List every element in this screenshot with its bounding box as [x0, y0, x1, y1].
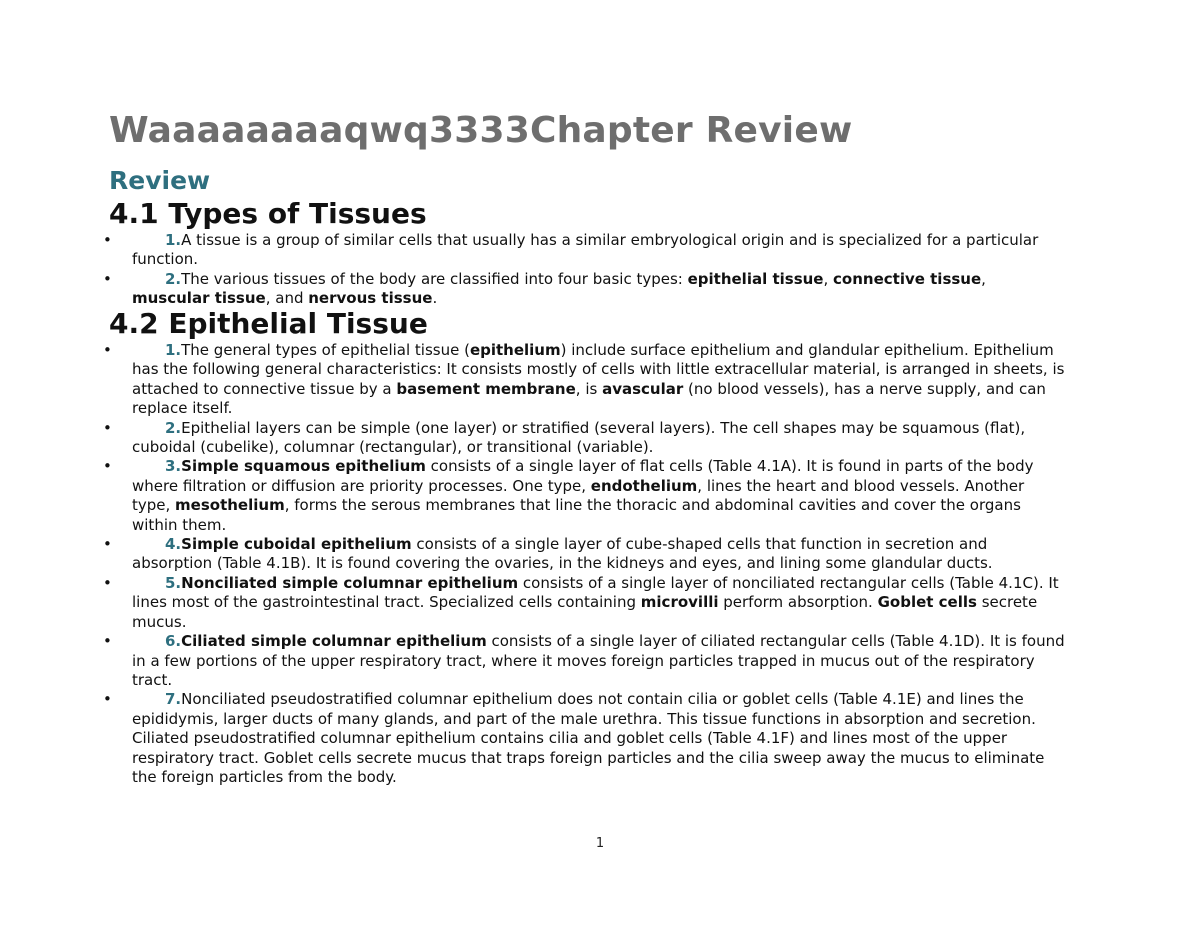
- item-number: 7.: [165, 690, 182, 709]
- item-text: .: [432, 289, 438, 308]
- page-number: 1: [595, 836, 605, 851]
- section-epithelial-tissue: [103, 307, 1099, 787]
- bullet-icon: •: [103, 269, 112, 288]
- item-number: 5.: [165, 573, 182, 592]
- key-term: Nonciliated simple columnar epithelium: [181, 573, 519, 592]
- bullet-icon: •: [103, 690, 112, 709]
- item-text: , forms the serous membranes that line the thoracic and abdominal cavities and cover the organs within them.: [132, 496, 1021, 534]
- bullet-icon: •: [103, 457, 112, 476]
- item-text: Nonciliated pseudostratified columnar epithelium does not contain cilia or goblet cells (Table 4.1E) and lines the epididymis, larger ducts of many glands, and part of the male urethra. This tissue functions in absorption and secretion. Ciliated pseudostratified columnar epithelium contains cilia and goblet cells (Table 4.1F) and lines most of the upper respiratory tract. Goblet cells secrete mucus that traps foreign particles and the cilia sweep away the mucus to eliminate the foreign particles from the body.: [132, 690, 1045, 786]
- bullet-icon: •: [103, 418, 112, 437]
- item-text: ,: [981, 269, 986, 288]
- item-text: consists of a single layer of flat cells (Table 4.1A). It is found in parts of the body where filtration or diffusion are priority processes. One type,: [132, 457, 1034, 495]
- document-title: Waaaaaaaaqwq3333Chapter Review: [109, 110, 853, 151]
- key-term: endothelium: [590, 476, 698, 495]
- bullet-icon: •: [103, 231, 112, 249]
- item-text: , and: [265, 289, 309, 308]
- key-term: muscular tissue: [132, 289, 266, 308]
- list-item: [103, 269, 1067, 309]
- list-item: [103, 341, 1067, 419]
- list-item: [103, 418, 1067, 458]
- section-heading: 4.2 Epithelial Tissue: [109, 307, 428, 340]
- list-item: [103, 231, 1067, 270]
- key-term: epithelium: [469, 341, 561, 359]
- bullet-icon: •: [103, 573, 112, 592]
- item-text: , lines the heart and blood vessels. Another type,: [132, 476, 1025, 515]
- list-item: [103, 632, 1067, 690]
- key-term: nervous tissue: [308, 289, 433, 308]
- item-number: 2.: [165, 418, 182, 437]
- item-text: perform absorption.: [718, 593, 878, 612]
- item-number: 2.: [165, 269, 182, 288]
- list-item: [103, 535, 1067, 574]
- key-term: Goblet cells: [877, 593, 977, 612]
- item-text: consists of a single layer of ciliated rectangular cells (Table 4.1D). It is found in a few portions of the upper respiratory tract, where it moves foreign particles trapped in mucus out of the respiratory tract.: [132, 632, 1065, 689]
- item-text: A tissue is a group of similar cells that usually has a similar embryological origin and is specialized for a particular function.: [132, 231, 1039, 269]
- item-text: , is: [575, 379, 603, 398]
- bullet-icon: •: [103, 341, 112, 359]
- key-term: microvilli: [640, 593, 719, 612]
- item-text: Epithelial layers can be simple (one layer) or stratified (several layers). The cell shapes may be squamous (flat), cuboidal (cubelike), columnar (rectangular), or transitional (variable).: [132, 418, 1026, 457]
- item-text: (no blood vessels), has a nerve supply, and can replace itself.: [132, 379, 1046, 418]
- key-term: mesothelium: [175, 496, 285, 515]
- key-term: connective tissue: [833, 269, 982, 288]
- item-text: The general types of epithelial tissue (: [181, 341, 470, 359]
- item-number: 4.: [165, 535, 182, 554]
- bullet-icon: •: [103, 535, 112, 554]
- section-item-list: [103, 341, 1099, 787]
- item-number: 1.: [165, 341, 182, 359]
- item-text: consists of a single layer of cube-shaped cells that function in secretion and absorption (Table 4.1B). It is found covering the ovaries, in the kidneys and eyes, and lining some glandular ducts.: [132, 535, 993, 573]
- section-types-of-tissues: [103, 197, 1099, 309]
- list-item: [103, 457, 1067, 535]
- key-term: epithelial tissue: [687, 269, 824, 288]
- item-number: 1.: [165, 231, 182, 249]
- list-item: [103, 573, 1067, 632]
- key-term: avascular: [602, 379, 684, 398]
- key-term: Simple squamous epithelium: [181, 457, 426, 476]
- item-text: ) include surface epithelium and glandular epithelium. Epithelium has the following general characteristics: It consists mostly of cells with little extracellular material, is arranged in sheets, is attached to connective tissue by a: [132, 341, 1065, 398]
- item-text: ,: [823, 269, 834, 288]
- section-item-list: [103, 231, 1099, 309]
- key-term: Simple cuboidal epithelium: [181, 535, 412, 554]
- list-item: [103, 690, 1067, 787]
- bullet-icon: •: [103, 632, 112, 651]
- item-text: The various tissues of the body are classified into four basic types:: [181, 269, 688, 288]
- item-number: 6.: [165, 632, 182, 651]
- key-term: basement membrane: [396, 379, 576, 398]
- item-text: secrete mucus.: [132, 593, 1038, 631]
- item-text: consists of a single layer of nonciliated rectangular cells (Table 4.1C). It lines most of the gastrointestinal tract. Specialized cells containing: [132, 573, 1059, 612]
- item-number: 3.: [165, 457, 182, 476]
- review-heading: Review: [109, 166, 211, 195]
- key-term: Ciliated simple columnar epithelium: [181, 632, 487, 651]
- section-heading: 4.1 Types of Tissues: [109, 197, 427, 230]
